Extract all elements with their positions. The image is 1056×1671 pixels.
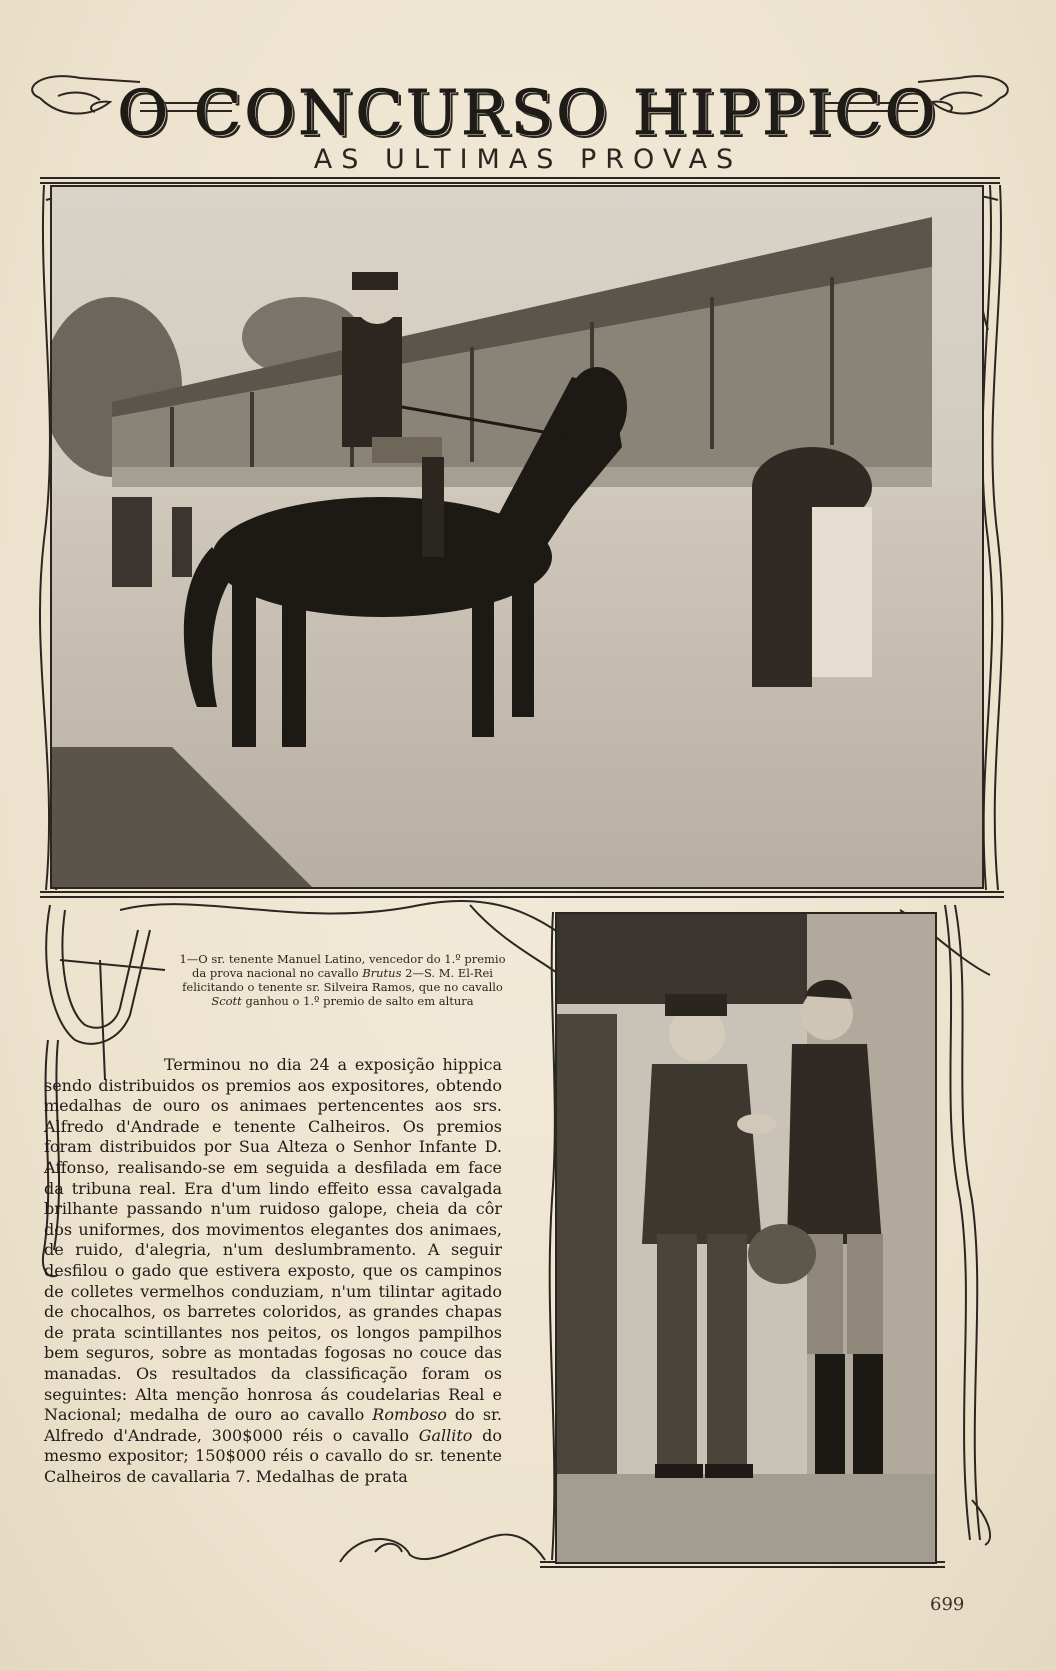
caption-horse-2: Scott (211, 994, 242, 1008)
article-text-b: do sr. Alfredo d'Andrade, 300$000 réis o cavallo (44, 1405, 503, 1445)
greeting-photo-illustration (557, 914, 935, 1562)
page-header (30, 70, 1026, 180)
page-subtitle: AS ULTIMAS PROVAS (313, 144, 743, 175)
photo-rider-on-horse (50, 185, 984, 889)
page-title: O CONCURSO HIPPICO (117, 76, 939, 149)
article-horse-romboso: Romboso (372, 1405, 447, 1425)
page-number: 699 (930, 1594, 965, 1615)
article-horse-gallito: Gallito (418, 1425, 473, 1445)
article-body (44, 1055, 502, 1487)
caption-part-1: 1—O sr. tenente Manuel Latino, vencedor do 1.º premio da prova nacional no cavallo (179, 952, 506, 980)
article-paragraph (44, 1055, 502, 1487)
photo-caption (175, 952, 510, 1008)
article-text-a: Terminou no dia 24 a exposição hippica sendo distribuidos os premios aos expositores, obtendo medalhas de ouro os animaes pertencentes aos srs. Alfredo d'Andrade e tenente Calheiros. Os premios foram distribuidos por Sua Alteza o Senhor Infante D. Affonso, realisando-se em seguida a desfilada em face da tribuna real. Era d'um lindo effeito essa cavalgada brilhante passando n'um ruidoso galope, cheia da côr dos uniformes, dos movimentos elegantes dos animaes, de ruido, d'alegria, n'um deslumbramento. A seguir desfilou o gado que estivera exposto, que os campinos de colletes vermelhos conduziam, n'um tilintar agitado de chocalhos, os barretes coloridos, as grandes chapas de prata scintillantes nos peitos, os longos pampilhos bem seguros, sobre as montadas fogosas no couce das manadas. Os resultados da classificação foram os seguintes: Alta menção honrosa ás coudelarias Real e Nacional; medalha de ouro ao cavallo (44, 1055, 502, 1425)
caption-part-3: ganhou o 1.º premio de salto em altura (241, 994, 474, 1008)
photo-king-greeting (555, 912, 937, 1564)
rider-photo-illustration (52, 187, 982, 887)
caption-horse-1: Brutus (362, 966, 402, 980)
article-text-c: do mesmo expositor; 150$000 réis o cavallo do sr. tenente Calheiros de cavallaria 7. Medalhas de prata (44, 1425, 502, 1486)
caption-part-2: 2—S. M. El-Rei felicitando o tenente sr. Silveira Ramos, que no cavallo (182, 966, 503, 994)
